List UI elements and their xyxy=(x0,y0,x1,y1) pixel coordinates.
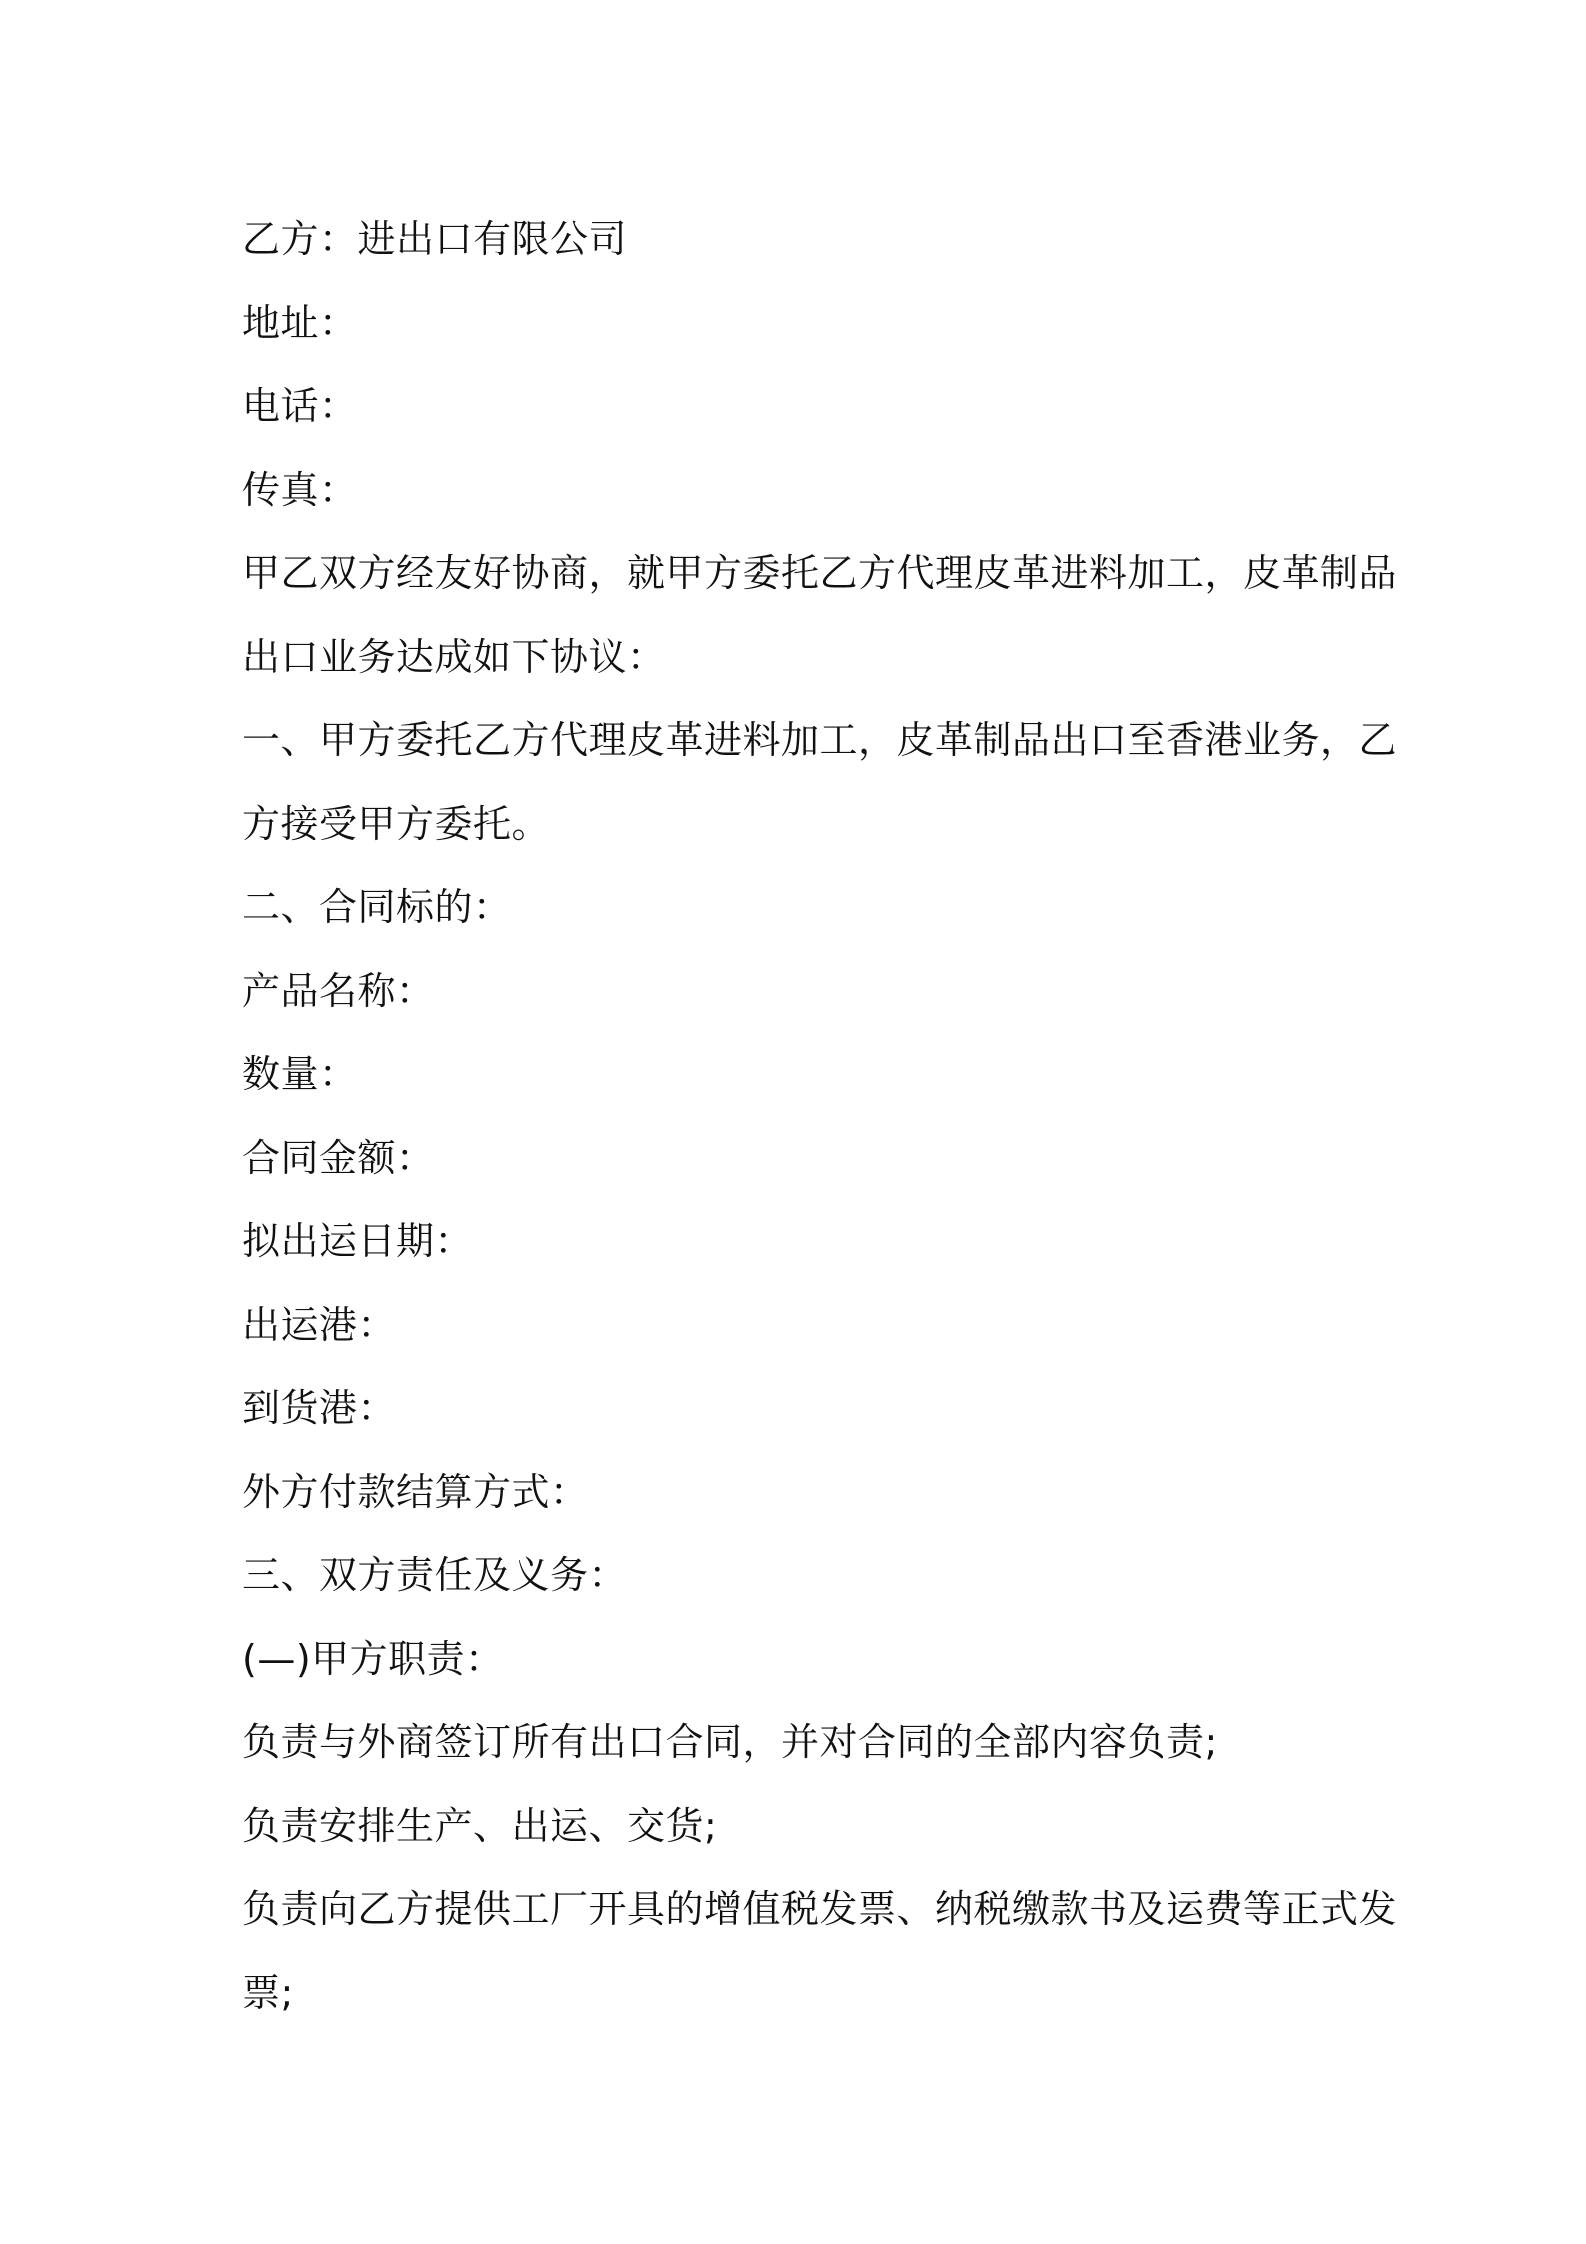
shipping-date-line: 拟出运日期： xyxy=(242,1219,474,1263)
document-body xyxy=(242,198,1398,2035)
preamble-line-2: 出口业务达成如下协议： xyxy=(242,634,666,679)
clause-3-heading: 三、双方责任及义务： xyxy=(242,1553,628,1597)
port-of-shipment-line: 出运港： xyxy=(242,1302,397,1347)
party-a-duties-heading: (—)甲方职责： xyxy=(242,1636,504,1681)
clause-1-line-1: 一、甲方委托乙方代理皮革进料加工，皮革制品出口至香港业务，乙 xyxy=(242,718,1398,762)
preamble-line-1: 甲乙双方经友好协商，就甲方委托乙方代理皮革进料加工，皮革制品 xyxy=(242,551,1398,595)
contract-amount-line: 合同金额： xyxy=(242,1135,435,1180)
quantity-line: 数量： xyxy=(242,1052,358,1096)
duty-item-2: 负责安排生产、出运、交货; xyxy=(242,1803,718,1848)
product-name-line: 产品名称： xyxy=(242,968,435,1013)
phone-line: 电话： xyxy=(242,384,358,428)
address-line: 地址： xyxy=(242,300,358,345)
party-b-line: 乙方：进出口有限公司 xyxy=(242,217,628,261)
duty-item-3-line-2: 票; xyxy=(242,1970,294,2015)
duty-item-3-line-1: 负责向乙方提供工厂开具的增值税发票、纳税缴款书及运费等正式发 xyxy=(242,1887,1398,1931)
port-of-destination-line: 到货港： xyxy=(242,1386,397,1430)
payment-method-line: 外方付款结算方式： xyxy=(242,1469,589,1514)
fax-line: 传真： xyxy=(242,467,358,512)
clause-2-heading: 二、合同标的： xyxy=(242,885,512,929)
duty-item-1: 负责与外商签订所有出口合同，并对合同的全部内容负责; xyxy=(242,1720,1218,1764)
clause-1-line-2: 方接受甲方委托。 xyxy=(242,801,551,846)
